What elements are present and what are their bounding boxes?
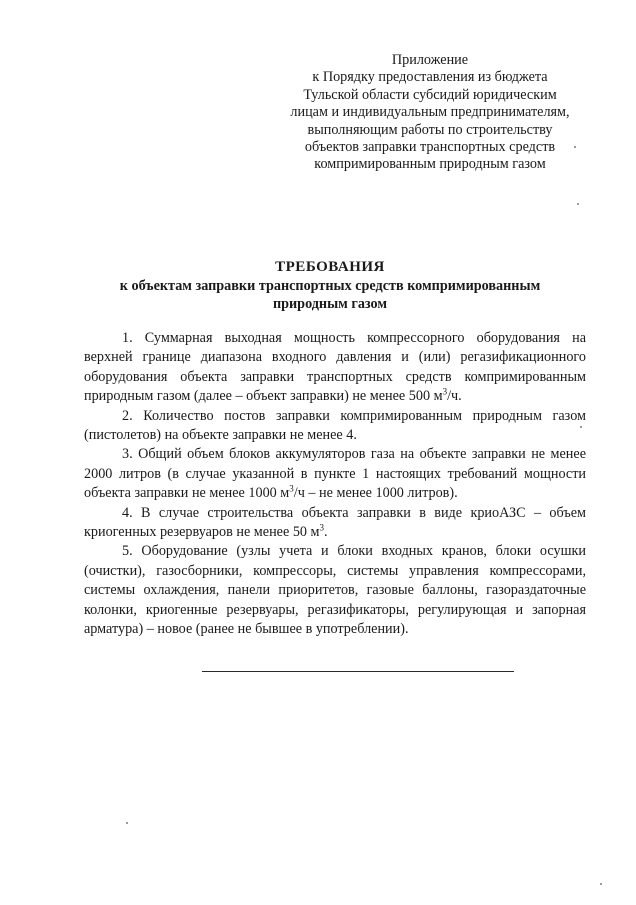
- scan-speck: [600, 883, 602, 885]
- title-main: ТРЕБОВАНИЯ: [275, 259, 385, 275]
- requirement-3-text-b: /ч – не менее 1000 литров).: [293, 485, 458, 502]
- superscript: 3: [289, 483, 294, 494]
- scan-speck: [126, 822, 128, 824]
- requirement-item-2: [84, 407, 586, 446]
- requirement-item-5: [84, 542, 586, 639]
- requirement-5-text: 5. Оборудование (узлы учета и блоки входных кранов, блоки осушки (очистки), газосборники, компрессоры, системы управления компрессорами, системы охлаждения, панели приоритетов, газовые баллоны, газораздаточные колонки, криогенные резервуары, регазификаторы, регулирующая и запорная арматура) – новое (ранее не бывшее в употреблении).: [84, 543, 586, 638]
- closing-divider-line: [202, 671, 514, 672]
- scan-speck: [577, 203, 579, 205]
- appendix-line: компримированным природным газом: [314, 156, 546, 173]
- title-subtitle-line: природным газом: [272, 296, 388, 312]
- requirement-1-text: 1. Суммарная выходная мощность компрессорного оборудования на верхней границе диапазона входного давления и (или) регазификационного оборудования объекта заправки транспортных средств компримированным природным газом (далее – объект заправки) не менее 500 м: [84, 330, 586, 405]
- requirements-body: [84, 329, 586, 640]
- appendix-header: [270, 52, 590, 174]
- document-title: [80, 258, 580, 313]
- requirement-item-4: [84, 504, 586, 543]
- title-subtitle-line: к объектам заправки транспортных средств компримированным: [119, 278, 541, 294]
- superscript: 3: [442, 386, 448, 397]
- appendix-line: объектов заправки транспортных средств: [304, 139, 556, 156]
- superscript: 3: [319, 522, 325, 533]
- requirement-4-text: 4. В случае строительства объекта заправки в виде криоАЗС – объем криогенных резервуаров не менее 50 м: [84, 504, 586, 541]
- scan-speck: [580, 426, 582, 428]
- appendix-line: к Порядку предоставления из бюджета: [312, 69, 548, 86]
- requirement-item-1: [84, 329, 586, 407]
- appendix-line: выполняющим работы по строительству: [307, 121, 553, 138]
- requirement-4-end: .: [324, 524, 328, 541]
- requirement-1-end: /ч.: [447, 388, 462, 405]
- requirement-3-text-a: 3. Общий объем блоков аккумуляторов газа на объекте заправки не менее 2000 литров (в случае указанной в пункте 1 настоящих требований мощности объекта заправки не менее 1000 м: [84, 446, 586, 502]
- appendix-line: лицам и индивидуальным предпринимателям,: [290, 104, 570, 121]
- scan-speck: [574, 146, 576, 148]
- requirement-item-3: [84, 445, 586, 503]
- appendix-line: Приложение: [391, 52, 469, 68]
- requirement-2-text: 2. Количество постов заправки компримированным природным газом (пистолетов) на объекте заправки не менее 4.: [84, 407, 586, 444]
- appendix-line: Тульской области субсидий юридическим: [303, 86, 557, 103]
